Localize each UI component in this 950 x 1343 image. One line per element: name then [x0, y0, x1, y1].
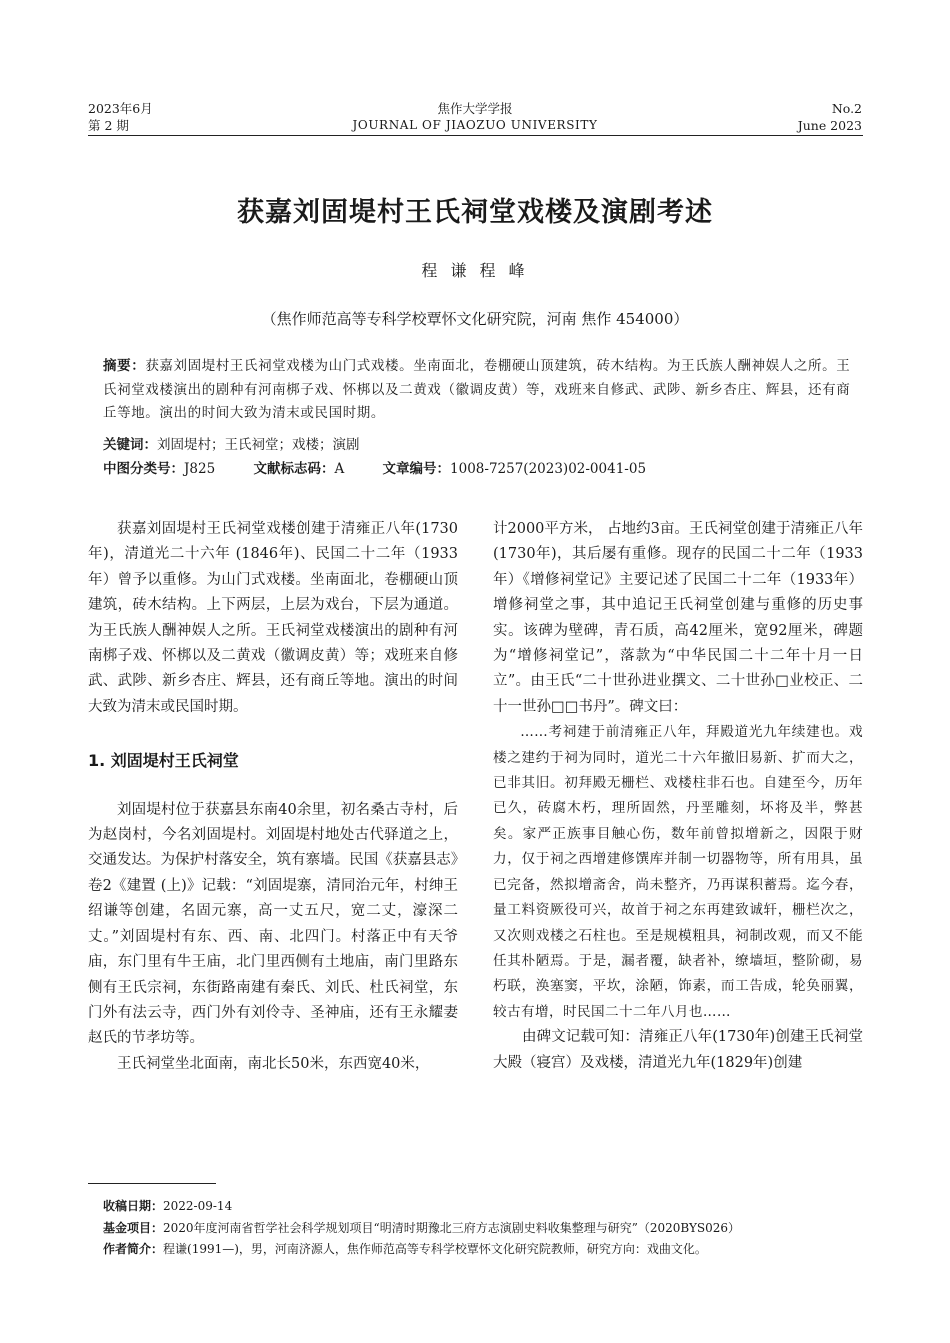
received-label: 收稿日期：	[103, 1199, 164, 1213]
clc-label: 中图分类号：	[103, 461, 184, 477]
received-value: 2022-09-14	[163, 1199, 233, 1213]
clc-code	[103, 461, 215, 477]
section-heading-1: 1. 刘固堤村王氏祠堂	[88, 751, 239, 771]
journal-name-cn: 焦作大学学报	[437, 101, 513, 116]
article-number	[383, 461, 647, 477]
article-number-label: 文章编号：	[382, 461, 451, 477]
ancestral-hall-paragraph: 王氏祠堂坐北面南，南北长50米，东西宽40米，	[117, 1055, 430, 1072]
header-date-en: June 2023	[797, 118, 862, 133]
classification-row	[103, 458, 863, 480]
footnotes	[103, 1196, 863, 1261]
body-right-column	[493, 517, 863, 1076]
article-number-value: 1008-7257(2023)02-0041-05	[450, 461, 647, 477]
abstract-text: 获嘉刘固堤村王氏祠堂戏楼为山门式戏楼。坐南面北，卷棚硬山顶建筑，砖木结构。为王氏族人酬神娱人之所。王氏祠堂戏楼演出的剧种有河南梆子戏、怀梆以及二黄戏（徽调皮黄）等，戏班来自修武、武陟、新乡杏庄、辉县，还有商丘等地。演出的时间大致为清末或民国时期。	[103, 358, 851, 421]
header-date: 2023年6月	[88, 101, 153, 116]
journal-name-en: JOURNAL OF JIAOZUO UNIVERSITY	[352, 118, 598, 132]
header-issue: 第 2 期	[88, 118, 129, 133]
footnote-rule	[88, 1183, 216, 1184]
keywords-text: 刘固堤村；王氏祠堂；戏楼；演剧	[157, 437, 360, 453]
author-bio-value: 程谦(1991—)，男，河南济源人，焦作师范高等专科学校覃怀文化研究院教师，研究方向：戏曲文化。	[163, 1242, 707, 1256]
author-bio-label: 作者简介：	[103, 1242, 164, 1256]
intro-paragraph: 获嘉刘固堤村王氏祠堂戏楼创建于清雍正八年(1730年)，清道光二十六年 (1846年)、民国二十二年（1933年）曾予以重修。为山门式戏楼。坐南面北，卷棚硬山顶建筑，砖木结构。上下两层，上层为戏台，下层为通道。为王氏族人酬神娱人之所。王氏祠堂戏楼演出的剧种有河南梆子戏、怀梆以及二黄戏（徽调皮黄）等；戏班来自修武、武陟、新乡杏庄、辉县，还有商丘等地。演出的时间大致为清末或民国时期。	[88, 521, 458, 715]
keywords-label: 关键词：	[103, 437, 157, 453]
header-issue-info-en	[798, 100, 862, 134]
doc-code	[253, 461, 344, 477]
fund-label: 基金项目：	[103, 1220, 164, 1235]
stele-inscription-quote: ……考祠建于前清雍正八年，拜殿道光九年续建也。戏楼之建约于祠为同时，道光二十六年撤旧易新、扩而大之，已非其旧。初拜殿无栅栏、戏楼柱非石也。自建至今，历年已久，砖腐木朽，理所固然，丹垩雕刻，坏将及半，弊甚矣。家严正族事目触心伤，数年前曾拟增新之，因限于财力，仅于祠之西增建修馔库并制一切器物等，所有用具，虽已完备，然拟增斋舍，尚未整齐，乃再谋积蓄焉。迄今春，量工料资厥役可兴，故首于祠之东再建致诚轩，栅栏次之，又次则戏楼之石柱也。至是规模粗具，祠制改观，而又不能任其朴陋焉。于是，漏者覆，缺者补，缭墙垣，整阶砌，易朽联，涣塞窦，平坎，涂陋，饰素，而工告成，轮奂丽翼，较古有增，时民国二十二年八月也……	[493, 724, 863, 1020]
fund-value: 2020年度河南省哲学社会科学规划项目“明清时期豫北三府方志演剧史料收集整理与研究”（2020BYS026）	[163, 1220, 741, 1235]
author-affiliation: （焦作师范高等专科学校覃怀文化研究院，河南 焦作 454000）	[261, 310, 689, 328]
body-left-column	[88, 517, 458, 1077]
doc-label: 文献标志码：	[253, 461, 335, 477]
author-bio	[103, 1239, 863, 1261]
article-title: 获嘉刘固堤村王氏祠堂戏楼及演剧考述	[237, 197, 713, 228]
header-rule	[88, 135, 863, 136]
received-date	[103, 1196, 863, 1218]
fund-info	[103, 1218, 863, 1240]
abstract-label: 摘要：	[103, 358, 146, 374]
article-authors: 程 谦 程 峰	[421, 261, 529, 280]
header-number: No.2	[831, 101, 862, 116]
doc-value: A	[334, 461, 345, 477]
inscription-analysis-paragraph: 由碑文记载可知：清雍正八年(1730年)创建王氏祠堂大殿（寝宫）及戏楼，清道光九年(1829年)创建	[493, 1029, 863, 1071]
keywords	[103, 434, 863, 456]
village-paragraph: 刘固堤村位于获嘉县东南40余里，初名桑古寺村，后为赵岗村，今名刘固堤村。刘固堤村地处古代驿道之上，交通发达。为保护村落安全，筑有寨墙。民国《获嘉县志》卷2《建置 (上)》记载：“刘固堤寨，清同治元年，村绅王绍谦等创建，名固元寨，高一丈五尺，宽二丈，濠深二丈。”刘固堤村有东、西、南、北四门。村落正中有天爷庙，东门里有牛王庙，北门里西侧有土地庙，南门里路东侧有王氏宗祠，东街路南建有秦氏、刘氏、杜氏祠堂，东门外有法云寺，西门外有刘伶寺、圣神庙，还有王永耀妻赵氏的节孝坊等。	[88, 801, 458, 1047]
clc-value: J825	[184, 461, 216, 477]
abstract	[103, 355, 863, 426]
hall-paragraph: 计2000平方米， 占地约3亩。王氏祠堂创建于清雍正八年(1730年)，其后屡有重修。现存的民国二十二年（1933年）《增修祠堂记》主要记述了民国二十二年（1933年）增修祠堂之事，其中追记王氏祠堂创建与重修的历史事实。该碑为壁碑，青石质，高42厘米，宽92厘米，碑题为“增修祠堂记”，落款为“中华民国二十二年十月一日立”。由王氏“二十世孙进业撰文、二十世孙□业校正、二十一世孙□□书丹”。碑文曰：	[493, 521, 863, 715]
